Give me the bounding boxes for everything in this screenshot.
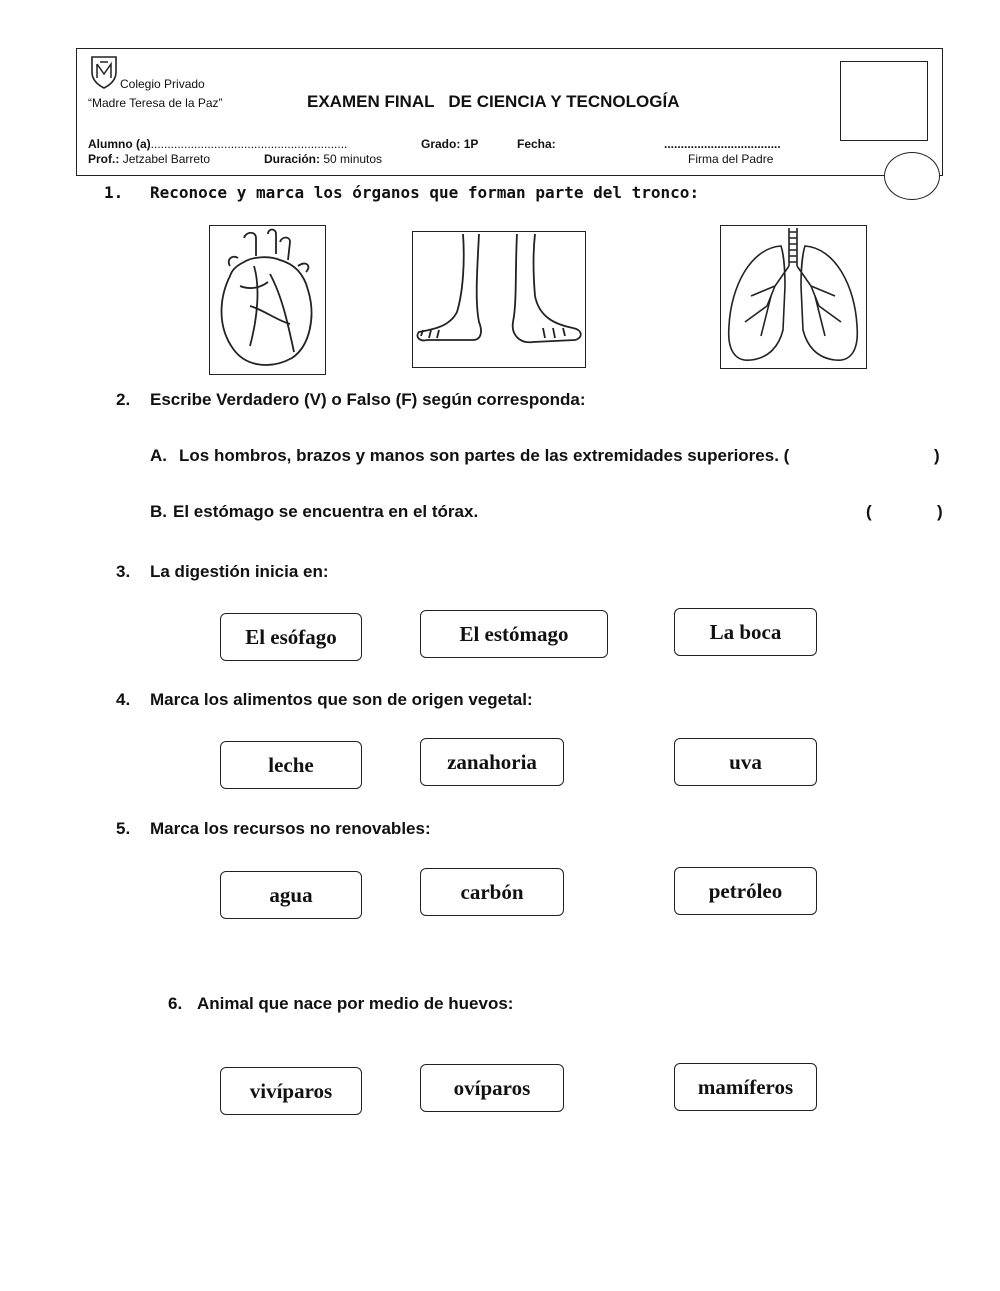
school-name-line2: “Madre Teresa de la Paz”	[88, 96, 223, 110]
q2-b-open: (	[866, 502, 872, 521]
q2-b-text: El estómago se encuentra en el tórax.	[173, 502, 479, 521]
lungs-icon	[721, 226, 865, 367]
prof-value: Jetzabel Barreto	[122, 152, 211, 166]
q5-number: 5.	[116, 819, 131, 838]
q3-option-boca[interactable]: La boca	[674, 608, 817, 656]
grade-field	[421, 137, 478, 151]
grade-value: 1P	[463, 137, 479, 151]
q1-text: Reconoce y marca los órganos que forman parte del tronco:	[150, 183, 700, 202]
seal-oval	[884, 152, 940, 200]
lungs-image[interactable]	[720, 225, 867, 369]
exam-title: EXAMEN FINAL DE CIENCIA Y TECNOLOGÍA	[307, 92, 680, 111]
q6-option-viviparos[interactable]: vivíparos	[220, 1067, 362, 1115]
q2-a-close: )	[934, 446, 940, 465]
q4-option-uva[interactable]: uva	[674, 738, 817, 786]
prof-label: Prof.:	[88, 152, 120, 166]
q3-option-esofago[interactable]: El esófago	[220, 613, 362, 661]
signature-field[interactable]: ...................................	[664, 137, 781, 151]
q5-option-petroleo[interactable]: petróleo	[674, 867, 817, 915]
q3-text: La digestión inicia en:	[150, 562, 329, 581]
q4-option-leche[interactable]: leche	[220, 741, 362, 789]
heart-image[interactable]	[209, 225, 326, 375]
student-name-field[interactable]: ...........................................................	[150, 137, 348, 151]
q4-text: Marca los alimentos que son de origen vegetal:	[150, 690, 533, 709]
duration-line	[264, 152, 382, 166]
q5-text: Marca los recursos no renovables:	[150, 819, 431, 838]
q2-b-letter: B.	[150, 502, 167, 521]
q5-option-agua[interactable]: agua	[220, 871, 362, 919]
heart-icon	[210, 226, 324, 373]
school-name-line1: Colegio Privado	[120, 77, 205, 91]
q3-option-estomago[interactable]: El estómago	[420, 610, 608, 658]
q4-option-zanahoria[interactable]: zanahoria	[420, 738, 564, 786]
q6-option-oviparos[interactable]: ovíparos	[420, 1064, 564, 1112]
q6-option-mamiferos[interactable]: mamíferos	[674, 1063, 817, 1111]
feet-icon	[413, 232, 584, 366]
school-crest-icon	[88, 54, 120, 90]
signature-label: Firma del Padre	[688, 152, 774, 166]
q2-a-answer-field[interactable]	[884, 441, 932, 469]
q5-option-carbon[interactable]: carbón	[420, 868, 564, 916]
q1-number: 1.	[104, 183, 124, 202]
q6-number: 6.	[168, 994, 183, 1013]
q2-number: 2.	[116, 390, 131, 409]
q2-b-answer-field[interactable]	[878, 497, 932, 525]
score-box[interactable]	[840, 61, 928, 141]
duration-label: Duración:	[264, 152, 321, 166]
student-line	[88, 137, 347, 151]
student-label: Alumno (a)	[88, 137, 151, 151]
q2-b-close: )	[937, 502, 943, 521]
duration-value: 50 minutos	[323, 152, 383, 166]
grade-label: Grado:	[421, 137, 461, 151]
q2-a-letter: A.	[150, 446, 167, 465]
q4-number: 4.	[116, 690, 131, 709]
prof-line	[88, 152, 210, 166]
date-label: Fecha:	[517, 137, 556, 151]
q2-a-text: Los hombros, brazos y manos son partes de las extremidades superiores. (	[179, 446, 790, 465]
q6-text: Animal que nace por medio de huevos:	[197, 994, 514, 1013]
q3-number: 3.	[116, 562, 131, 581]
feet-image[interactable]	[412, 231, 586, 368]
q2-text: Escribe Verdadero (V) o Falso (F) según corresponda:	[150, 390, 586, 409]
